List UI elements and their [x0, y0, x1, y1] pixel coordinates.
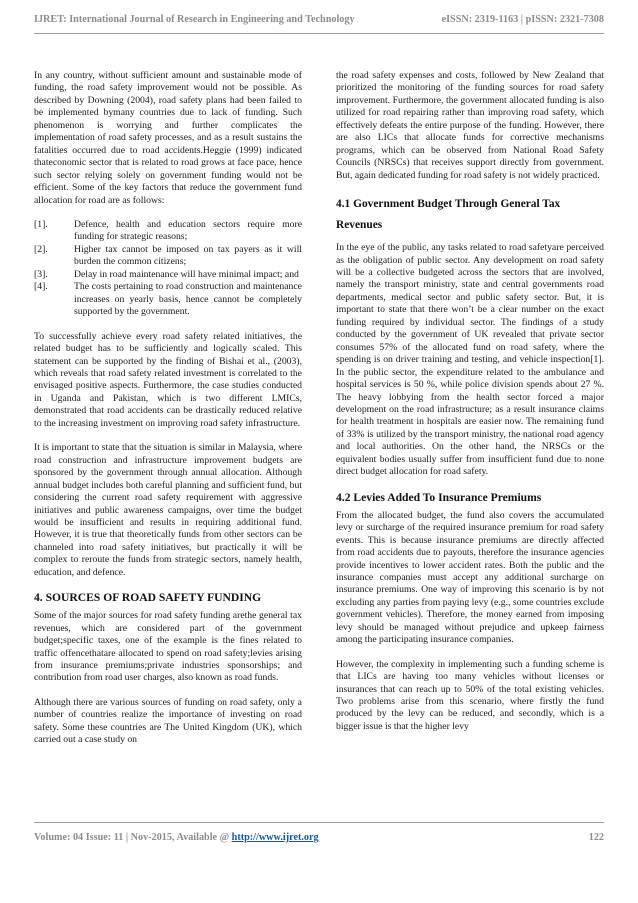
footer-volume-info [34, 832, 319, 843]
running-footer [34, 832, 604, 846]
paragraph: In any country, without sufficient amount and sustainable mode of funding, the road safety improvement would not be possible. As described by Downing (2004), road safety plans had been failed to be implemented bymany countries due to lack of funding. Such phenomenon is worrying and further complicates the implementation of road safety processes, and as a result sustains the fatalities occurred due to road accidents.Heggie (1999) indicated thateconomic sector that is related to road grows at face pace, hence such sector relying solely on government funding would not be efficient. Some of the key factors that reduce the government fund allocation for road are as follows: [34, 70, 302, 206]
journal-link[interactable]: http://www.ijret.org [231, 832, 319, 843]
list-text: Defence, health and education sectors require more funding for strategic reasons; [74, 218, 302, 243]
journal-title: IJRET: International Journal of Research in Engineering and Technology [34, 14, 355, 25]
list-item [34, 281, 302, 318]
paragraph: Although there are various sources of funding on road safety, only a number of countries realize the importance of investing on road safety. Some these countries are The United Kingdom (UK), which carried out a case study on [34, 696, 302, 746]
list-number: [2]. [34, 243, 48, 255]
right-column [336, 70, 604, 745]
list-text: Higher tax cannot be imposed on tax payers as it will burden the common citizens; [74, 243, 302, 268]
header-rule [34, 33, 604, 34]
list-number: [4]. [34, 281, 48, 293]
list-number: [1]. [34, 218, 48, 230]
list-item [34, 244, 302, 269]
paragraph: Some of the major sources for road safety funding arethe general tax revenues, which are considered part of the government budget;specific taxes, one of the example is the fines related to traffic offencethatare allocated to spend on road safety;levies arising from insurance premiums;private industries sponsorships; and contribution from road user charges, also known as road funds. [34, 610, 302, 684]
paragraph: It is important to state that the situation is similar in Malaysia, where road construction and infrastructure improvement budgets are sponsored by the government through annual allocation. Although annual budget includes both careful planning and sufficient fund, but considering the current road safety requirement with aggressive initiatives and public awareness campaigns, over time the budget would be insufficient and results in requiring additional fund. However, it is true that theoretically funds from other sectors can be channeled into road safety initiatives, but practically it will be complex to reroute the funds from strategic sectors, namely health, education, and defence. [34, 442, 302, 578]
paragraph: To successfully achieve every road safety related initiatives, the related budget has to be sufficiently and logically scaled. This statement can be supported by the finding of Bishai et al., (2003), which reveals that road safety related investment is correlated to the envisaged positive aspects. Furthermore, the case studies conducted in Uganda and Pakistan, which is two different LMICs, demonstrated that road accidents can be drastically reduced relative to the increasing investment on improving road safety infrastructure. [34, 330, 302, 429]
footer-rule [34, 822, 604, 823]
section-heading: 4. SOURCES OF ROAD SAFETY FUNDING [34, 591, 262, 605]
subsection-heading: 4.1 Government Budget Through General Tax Revenues [336, 198, 561, 232]
subsection-heading: 4.2 Levies Added To Insurance Premiums [336, 490, 542, 504]
list-item [34, 269, 302, 281]
volume-text: Volume: 04 Issue: 11 | Nov-2015, Available @ [34, 832, 232, 843]
left-column [34, 70, 302, 759]
factor-list [34, 219, 302, 319]
list-text: The costs pertaining to road construction and maintenance increases on yearly basis, hence cannot be completely supported by the government. [74, 281, 302, 318]
paragraph: From the allocated budget, the fund also covers the accumulated levy or surcharge of the required insurance premium for road safety events. This is because insurance premiums are directly affected from road accidents due to payouts, therefore the insurance agencies provide incentives to lower accident rates. Both the public and the insurance companies must accept any additional surcharge on insurance premiums. One way of improving this scenario is by not excluding any parties from paying levy (e.g., some countries exclude government vehicles). Therefore, the money earned from imposing levy should be managed without prejudice and upkeep fairness among the participating insurance companies. [336, 509, 604, 646]
page-number: 122 [588, 832, 604, 843]
paragraph: In the eye of the public, any tasks related to road safetyare perceived as the obligation of public sector. Any development on road safety will be a collective budgeted across the sectors that are involved, namely the transport ministry, state and central governments road departments, medical sector and public safety sector. But, it is important to state that there won’t be a clear number on the exact funding required by individual sector. The findings of a study conducted by the government of UK revealed that private sector consumes 57% of the allocated fund on road safety, where the spending is on driver training and testing, and vehicle inspection[1]. In the public sector, the expenditure related to the ambulance and hospital services is 50 %, while police division spends about 27 %. The heavy lobbying from the health sector forced a major development on the road infrastructure; as a result insurance claims for health treatment in hospitals are easier now. The remaining fund of 33% is utilized by the transport ministry, the national road agency and local authorities. On the other hand, the NRSCs or the equivalent bodies usually suffer from insufficient fund due to none direct budget allocation for road safety. [336, 242, 604, 478]
list-item [34, 219, 302, 244]
list-number: [3]. [34, 268, 48, 280]
paragraph: the road safety expenses and costs, followed by New Zealand that prioritized the monitoring of the funding sources for road safety improvement. Furthermore, the government allocated funding is also utilized for road repairing rather than improving road safety, which effectively defeats the entire purpose of the funding. However, there are also LICs that allocate funds for corrective mechanisms programs, which can be observed from National Road Safety Councils (NRSCs) that receives support directly from government. But, again dedicated funding for road safety is not widely practiced. [336, 70, 604, 181]
running-header [34, 14, 604, 30]
issn-info: eISSN: 2319-1163 | pISSN: 2321-7308 [441, 14, 604, 25]
paragraph: However, the complexity in implementing such a funding scheme is that LICs are having too many vehicles without licenses or insurances that can reach up to 50% of the total existing vehicles. Two problems arise from this scenario, where firstly the fund produced by the levy can be reduced, and secondly, which is a bigger issue is that the higher levy [336, 658, 604, 732]
list-text: Delay in road maintenance will have minimal impact; and [74, 268, 299, 280]
